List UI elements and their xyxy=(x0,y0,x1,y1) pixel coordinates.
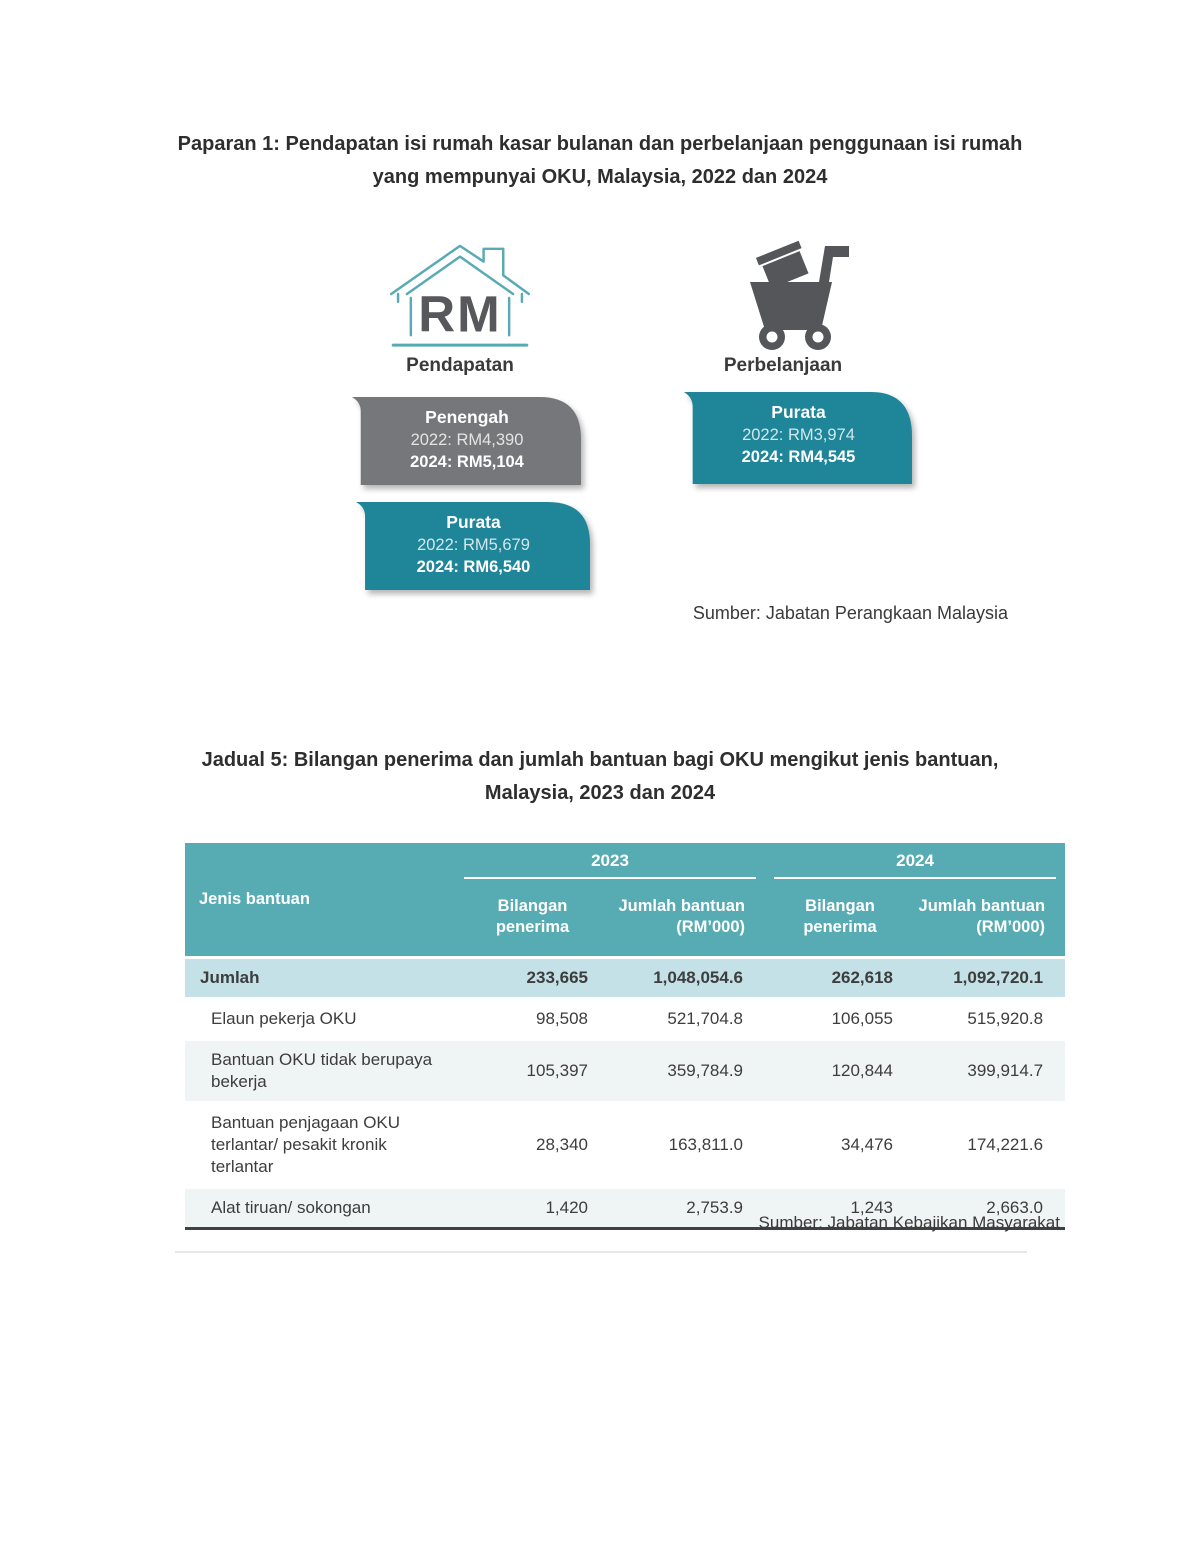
table-header xyxy=(185,843,1065,957)
table-row xyxy=(185,1102,1065,1187)
row-value: 1,092,720.1 xyxy=(915,957,1065,998)
bantuan-table xyxy=(185,843,1065,1230)
row-value: 2,753.9 xyxy=(610,1187,765,1228)
table-source: Sumber: Jabatan Kebajikan Masyarakat xyxy=(758,1213,1060,1232)
figure-title: Paparan 1: Pendapatan isi rumah kasar bulanan dan perbelanjaan penggunaan isi rumah yang mempunyai OKU, Malaysia, 2022 dan 2024 xyxy=(177,133,1023,188)
col-header-jumlah-bantuan: Jumlah bantuan (RM’000) xyxy=(610,879,765,957)
value-2024: 2024: RM6,540 xyxy=(416,558,531,576)
year-group-2023 xyxy=(455,843,765,879)
expenditure-label: Perbelanjaan xyxy=(723,355,843,376)
row-value: 515,920.8 xyxy=(915,998,1065,1039)
value-2024: 2024: RM5,104 xyxy=(410,453,524,471)
row-value: 262,618 xyxy=(765,957,915,998)
table-body xyxy=(185,957,1065,1228)
house-rm-icon-svg xyxy=(384,237,536,353)
box-title: Purata xyxy=(771,402,826,422)
row-value: 521,704.8 xyxy=(610,998,765,1039)
col-header-bilangan-penerima: Bilangan penerima xyxy=(455,879,610,957)
col-header-jenis-bantuan: Jenis bantuan xyxy=(185,843,455,957)
table-year-row xyxy=(185,843,1065,879)
year-group-2024 xyxy=(765,843,1065,879)
row-value: 2,663.0 xyxy=(915,1187,1065,1228)
row-value: 28,340 xyxy=(455,1102,610,1187)
row-value: 163,811.0 xyxy=(610,1102,765,1187)
row-value: 98,508 xyxy=(455,998,610,1039)
row-label: Jumlah xyxy=(185,957,455,998)
row-label: Bantuan penjagaan OKU terlantar/ pesakit kronik terlantar xyxy=(185,1102,455,1187)
row-value: 34,476 xyxy=(765,1102,915,1187)
row-value: 105,397 xyxy=(455,1039,610,1102)
value-2022: 2022: RM3,974 xyxy=(742,426,855,444)
table-row xyxy=(185,1039,1065,1102)
col-header-jumlah-bantuan: Jumlah bantuan (RM’000) xyxy=(915,879,1065,957)
row-value: 174,221.6 xyxy=(915,1102,1065,1187)
row-value: 106,055 xyxy=(765,998,915,1039)
table-title: Jadual 5: Bilangan penerima dan jumlah bantuan bagi OKU mengikut jenis bantuan, Malaysia, 2023 dan 2024 xyxy=(201,749,999,804)
row-value: 399,914.7 xyxy=(915,1039,1065,1102)
value-2022: 2022: RM5,679 xyxy=(417,536,530,554)
row-value: 1,048,054.6 xyxy=(610,957,765,998)
figure-source: Sumber: Jabatan Perangkaan Malaysia xyxy=(692,603,1008,623)
row-value: 359,784.9 xyxy=(610,1039,765,1102)
row-label: Alat tiruan/ sokongan xyxy=(185,1187,455,1228)
year-label: 2024 xyxy=(774,851,1056,879)
col-header-bilangan-penerima: Bilangan penerima xyxy=(765,879,915,957)
income-median-box xyxy=(345,397,581,485)
rm-text: RM xyxy=(418,285,502,343)
row-value: 120,844 xyxy=(765,1039,915,1102)
expenditure-mean-box xyxy=(677,392,912,484)
shopping-cart-icon xyxy=(736,240,858,352)
table-row xyxy=(185,998,1065,1039)
row-label: Elaun pekerja OKU xyxy=(185,998,455,1039)
box-title: Purata xyxy=(446,512,501,532)
bottom-divider xyxy=(175,1251,1027,1253)
row-value: 1,420 xyxy=(455,1187,610,1228)
house-rm-icon xyxy=(384,237,536,353)
table-total-row xyxy=(185,957,1065,998)
shopping-cart-icon-svg xyxy=(736,240,858,352)
row-value: 1,243 xyxy=(765,1187,915,1228)
value-2022: 2022: RM4,390 xyxy=(410,431,524,449)
income-label: Pendapatan xyxy=(406,355,514,376)
row-label: Bantuan OKU tidak berupaya bekerja xyxy=(185,1039,455,1102)
row-value: 233,665 xyxy=(455,957,610,998)
value-2024: 2024: RM4,545 xyxy=(741,448,856,466)
box-title: Penengah xyxy=(425,407,509,427)
income-mean-box xyxy=(349,502,590,590)
year-label: 2023 xyxy=(464,851,756,879)
